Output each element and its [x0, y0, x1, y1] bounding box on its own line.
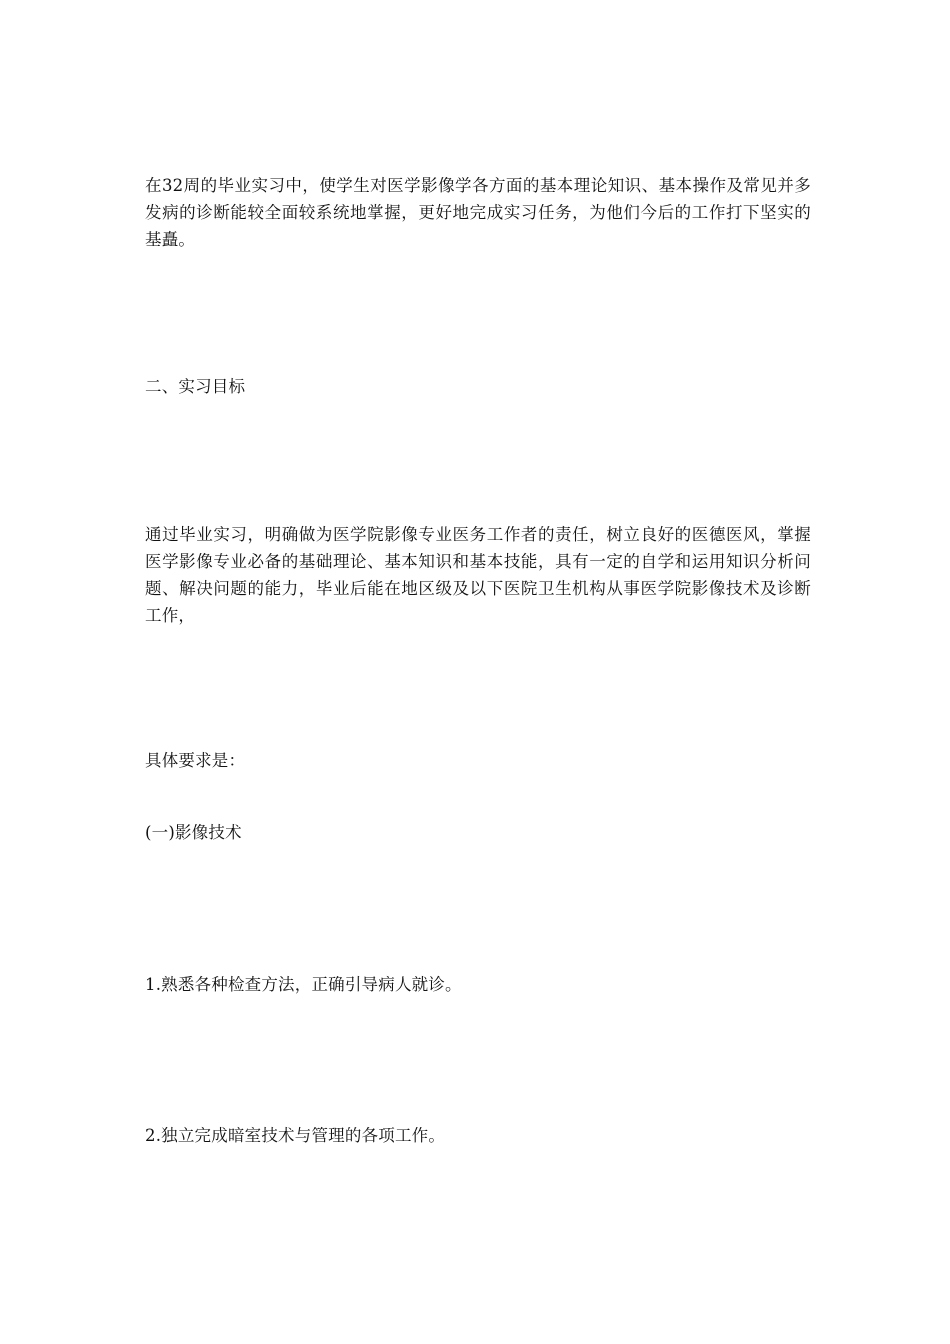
section-heading-objectives: 二、实习目标 — [145, 377, 246, 396]
list-item-2: 2.独立完成暗室技术与管理的各项工作。 — [145, 1126, 446, 1145]
subsection-heading-imaging-technique: (一)影像技术 — [145, 823, 242, 842]
intro-paragraph: 在32周的毕业实习中，使学生对医学影像学各方面的基本理论知识、基本操作及常见并多发病的诊断能较全面较系统地掌握，更好地完成实习任务，为他们今后的工作打下坚实的基矗。 — [145, 176, 811, 249]
objectives-paragraph: 通过毕业实习，明确做为医学院影像专业医务工作者的责任，树立良好的医德医风，掌握医学影像专业必备的基础理论、基本知识和基本技能，具有一定的自学和运用知识分析问题、解决问题的能力，毕业后能在地区级及以下医院卫生机构从事医学院影像技术及诊断工作， — [145, 525, 811, 625]
requirements-intro: 具体要求是： — [145, 751, 246, 770]
list-item-1: 1.熟悉各种检查方法，正确引导病人就诊。 — [145, 975, 462, 994]
